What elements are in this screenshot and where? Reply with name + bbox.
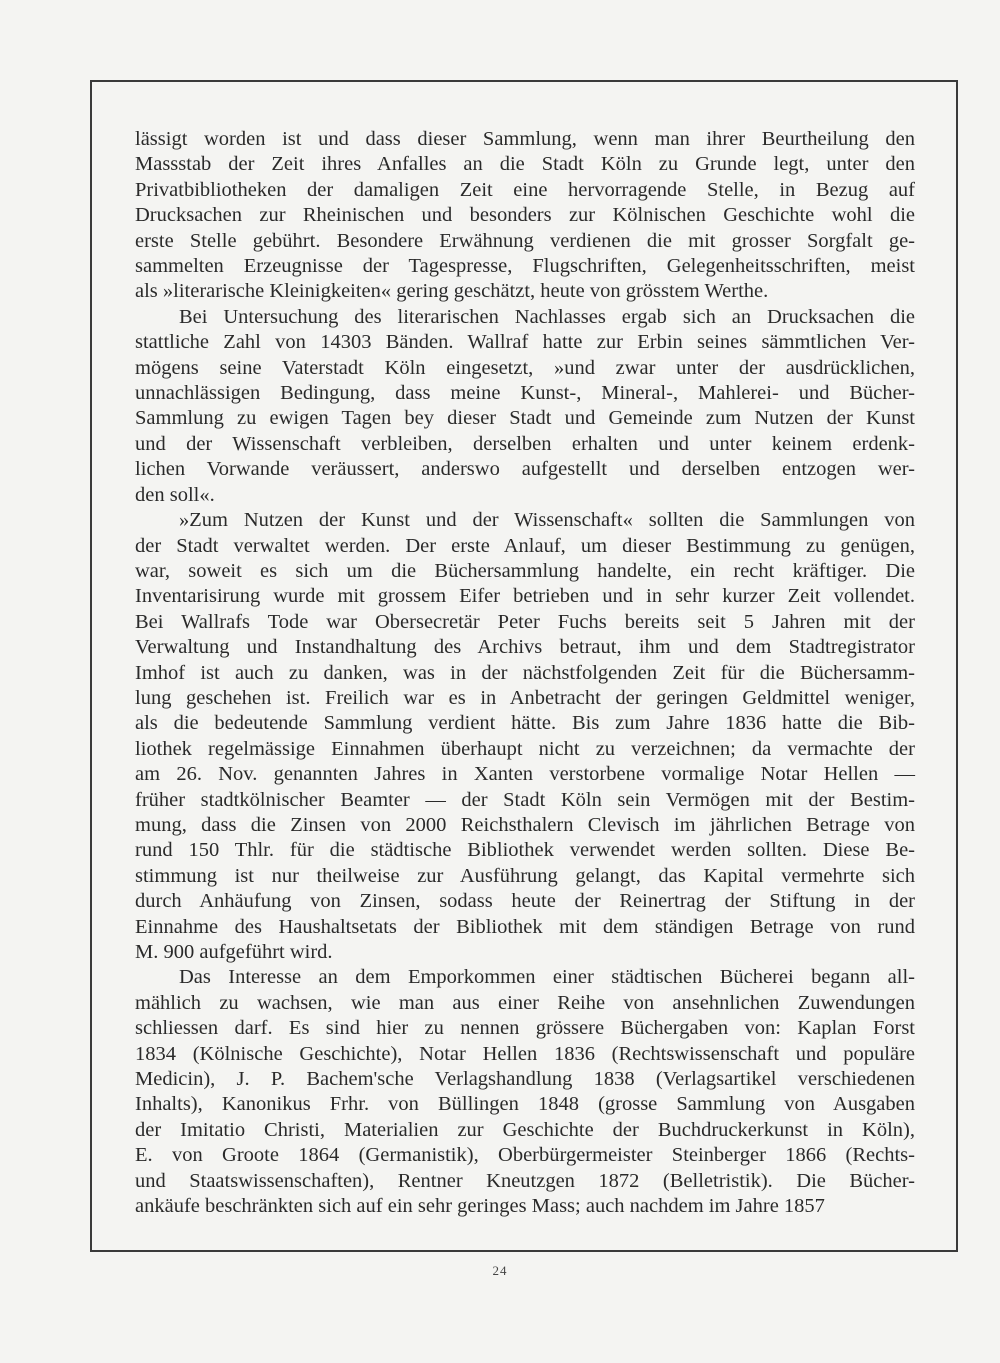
text-line: E. von Groote 1864 (Germanistik), Oberbürgermeister Steinberger 1866 (Rechts- bbox=[135, 1144, 915, 1167]
text-line: »Zum Nutzen der Kunst und der Wissenschaft« sollten die Sammlungen von bbox=[179, 509, 915, 532]
text-line: Imhof ist auch zu danken, was in der nächstfolgenden Zeit für die Büchersamm- bbox=[135, 661, 915, 684]
text-line: war, soweit es sich um die Büchersammlung handelte, ein recht kräftiger. Die bbox=[135, 559, 915, 582]
text-line: und der Wissenschaft verbleiben, derselben erhalten und unter keinem erdenk- bbox=[135, 432, 915, 455]
text-line: den soll«. bbox=[135, 483, 215, 506]
text-line: Verwaltung und Instandhaltung des Archivs betraut, ihm und dem Stadtregistrator bbox=[135, 636, 915, 659]
text-line: Sammlung zu ewigen Tagen bey dieser Stadt und Gemeinde zum Nutzen der Kunst bbox=[135, 407, 915, 430]
text-line: ankäufe beschränkten sich auf ein sehr geringes Mass; auch nachdem im Jahre 1857 bbox=[135, 1195, 825, 1218]
text-line: durch Anhäufung von Zinsen, sodass heute der Reinertrag der Stiftung in der bbox=[135, 890, 915, 913]
text-line: als »literarische Kleinigkeiten« gering geschätzt, heute von grösstem Werthe. bbox=[135, 280, 769, 303]
text-line: Inhalts), Kanonikus Frhr. von Büllingen 1848 (grosse Sammlung von Ausgaben bbox=[135, 1093, 915, 1116]
text-line: der Imitatio Christi, Materialien zur Geschichte der Buchdruckerkunst in Köln), bbox=[135, 1118, 915, 1141]
text-line: Massstab der Zeit ihres Anfalles an die Stadt Köln zu Grunde legt, unter den bbox=[135, 153, 915, 176]
text-line: erste Stelle gebührt. Besondere Erwähnung verdienen die mit grosser Sorgfalt ge- bbox=[135, 229, 915, 252]
text-line: mung, dass die Zinsen von 2000 Reichsthalern Clevisch im jährlichen Betrage von bbox=[135, 813, 915, 836]
text-line: sammelten Erzeugnisse der Tagespresse, Flugschriften, Gelegenheitsschriften, meist bbox=[135, 255, 915, 278]
text-line: Inventarisirung wurde mit grossem Eifer betrieben und in sehr kurzer Zeit vollendet. bbox=[135, 585, 915, 608]
text-line: Einnahme des Haushaltsetats der Bibliothek mit dem ständigen Betrage von rund bbox=[135, 915, 915, 938]
paragraph bbox=[135, 508, 915, 965]
text-line: mählich zu wachsen, wie man aus einer Reihe von ansehnlichen Zuwendungen bbox=[135, 991, 915, 1014]
text-line: Drucksachen zur Rheinischen und besonders zur Kölnischen Geschichte wohl die bbox=[135, 204, 915, 227]
paragraph bbox=[135, 965, 915, 1219]
text-line: und Staatswissenschaften), Rentner Kneutzgen 1872 (Belletristik). Die Bücher- bbox=[135, 1169, 915, 1192]
text-line: 1834 (Kölnische Geschichte), Notar Hellen 1836 (Rechtswissenschaft und populäre bbox=[135, 1042, 915, 1065]
text-line: unnachlässigen Bedingung, dass meine Kunst-, Mineral-, Mahlerei- und Bücher- bbox=[135, 382, 915, 405]
text-line: am 26. Nov. genannten Jahres in Xanten verstorbene vormalige Notar Hellen — bbox=[135, 763, 915, 786]
paragraph bbox=[135, 305, 915, 508]
body-text bbox=[135, 127, 915, 1219]
text-line: stimmung ist nur theilweise zur Ausführung gelangt, das Kapital vermehrte sich bbox=[135, 864, 915, 887]
text-line: Bei Untersuchung des literarischen Nachlasses ergab sich an Drucksachen die bbox=[179, 305, 915, 328]
text-line: lung geschehen ist. Freilich war es in Anbetracht der geringen Geldmittel weniger, bbox=[135, 686, 915, 709]
text-line: mögens seine Vaterstadt Köln eingesetzt, »und zwar unter der ausdrücklichen, bbox=[135, 356, 915, 379]
text-line: der Stadt verwaltet werden. Der erste Anlauf, um dieser Bestimmung zu genügen, bbox=[135, 534, 915, 557]
paragraph bbox=[135, 127, 915, 305]
text-line: als die bedeutende Sammlung verdient hätte. Bis zum Jahre 1836 hatte die Bib- bbox=[135, 712, 915, 735]
text-line: schliessen darf. Es sind hier zu nennen grössere Büchergaben von: Kaplan Forst bbox=[135, 1017, 915, 1040]
text-line: lichen Vorwande veräussert, anderswo aufgestellt und derselben entzogen wer- bbox=[135, 458, 915, 481]
page-number: 24 bbox=[492, 1263, 508, 1278]
text-line: Bei Wallrafs Tode war Obersecretär Peter Fuchs bereits seit 5 Jahren mit der bbox=[135, 610, 915, 633]
text-line: Privatbibliotheken der damaligen Zeit eine hervorragende Stelle, in Bezug auf bbox=[135, 178, 915, 201]
text-line: liothek regelmässige Einnahmen überhaupt nicht zu verzeichnen; da vermachte der bbox=[135, 737, 915, 760]
text-line: stattliche Zahl von 14303 Bänden. Wallraf hatte zur Erbin seines sämmtlichen Ver- bbox=[135, 331, 915, 354]
text-line: lässigt worden ist und dass dieser Sammlung, wenn man ihrer Beurtheilung den bbox=[135, 128, 915, 150]
text-line: Medicin), J. P. Bachem'sche Verlagshandlung 1838 (Verlagsartikel verschiedenen bbox=[135, 1068, 915, 1091]
text-line: M. 900 aufgeführt wird. bbox=[135, 941, 333, 963]
text-line: rund 150 Thlr. für die städtische Bibliothek verwendet werden sollten. Diese Be- bbox=[135, 839, 915, 862]
text-line: Das Interesse an dem Emporkommen einer städtischen Bücherei begann all- bbox=[179, 966, 915, 989]
text-line: früher stadtkölnischer Beamter — der Stadt Köln sein Vermögen mit der Bestim- bbox=[135, 788, 915, 811]
